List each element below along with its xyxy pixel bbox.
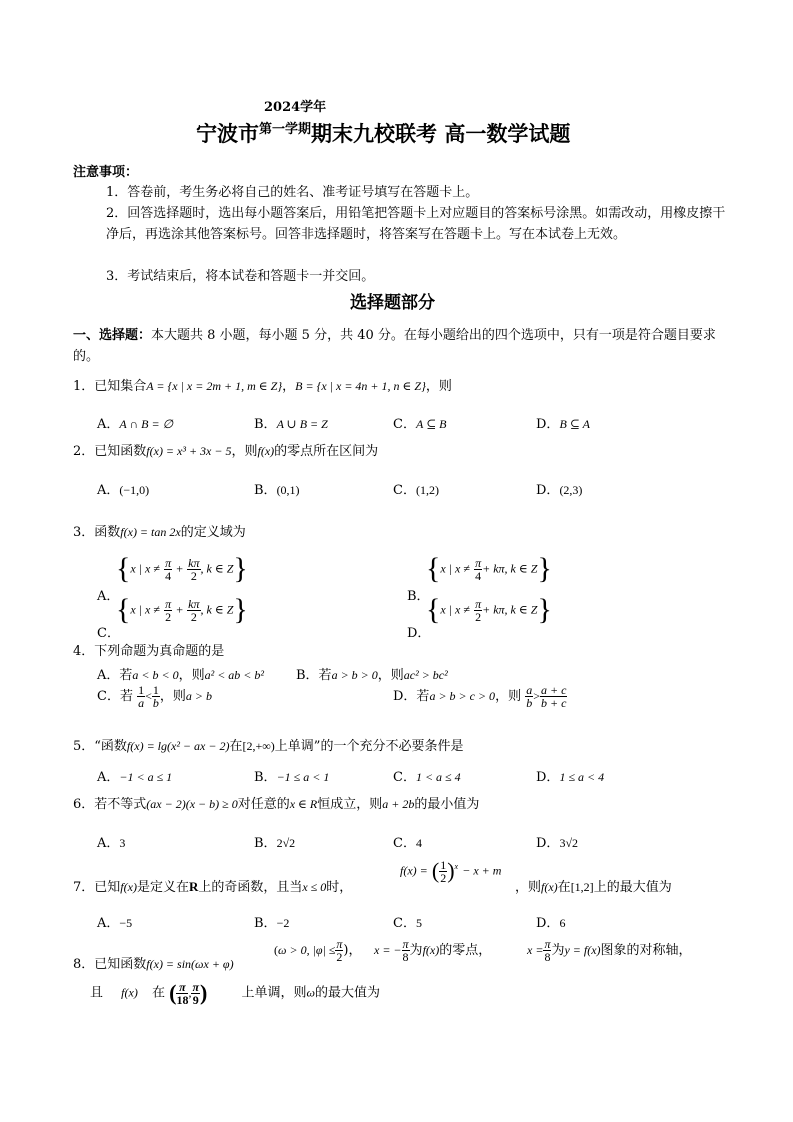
q3-a-frac-2 (187, 557, 200, 582)
q1-d-text: B ⊆ A (559, 417, 590, 431)
q5-text-c: 上单调”的一个充分不必要条件是 (274, 739, 464, 754)
q4-option-a[interactable] (97, 664, 264, 683)
q5-a-text: −1 < a ≤ 1 (119, 770, 173, 784)
q8-text: 8．已知函数 (73, 957, 147, 972)
q3-a-label: A． (97, 589, 120, 604)
q1-d-label: D． (536, 417, 560, 432)
q5-c-label: C． (393, 770, 416, 785)
q8-axis-func: y = f(x) (564, 943, 601, 957)
q6-c-text: 4 (415, 836, 422, 850)
q2-option-c[interactable] (393, 479, 439, 498)
q4-c-f2-den: b (152, 696, 159, 710)
q3-a-kz: , k ∈ Z (200, 561, 234, 576)
q1-b-text: A ∪ B = Z (276, 417, 328, 431)
q4-c-f2-num: 1 (152, 683, 159, 697)
q4-c-f1-den: a (138, 696, 145, 710)
q8-text-b: 为 (409, 943, 423, 958)
q6-text-c: 恒成立，则 (317, 797, 383, 812)
q4-option-d[interactable] (393, 684, 567, 709)
q8-x-eq: x = − (374, 943, 402, 957)
q2-d-label: D． (536, 483, 560, 498)
notice-item-2: 2．回答选择题时，选出每小题答案后，用铅笔把答题卡上对应题目的答案标号涂黑。如需改动，用橡皮擦干净后，再选涂其他答案标号。回答非选择题时，将答案写在答题卡上。写在本试卷上无效。 (106, 206, 726, 242)
q3-func: f(x) = tan 2x (120, 525, 181, 539)
q1-c-label: C． (393, 417, 416, 432)
q2-option-d[interactable] (536, 479, 582, 498)
q8-cond-close: )， (343, 943, 362, 958)
exam-title (196, 118, 570, 148)
q8-zero-num: π (402, 937, 409, 951)
q1-c-text: A ⊆ B (415, 417, 447, 431)
q7-interval: [1,2] (570, 880, 594, 894)
q7-d-label: D． (536, 916, 560, 931)
q7-option-d[interactable] (536, 912, 565, 931)
question-4-stem: 4．下列命题为真命题的是 (73, 644, 225, 659)
q8-func: f(x) = sin(ωx + φ) (146, 957, 234, 971)
q4-d-f2-den: b + c (541, 696, 567, 710)
q4-c-lt: < (145, 689, 152, 703)
q8-fx: f(x) (422, 943, 440, 957)
q8-fx2: f(x) (121, 985, 138, 1000)
q3-c-f1-den: 2 (165, 609, 172, 624)
q1-sep: ， (282, 379, 296, 394)
question-7-stem-end (515, 876, 672, 895)
q4-c-label: C．若 (97, 689, 133, 704)
q6-xr: x ∈ R (289, 797, 318, 811)
q4-option-c[interactable] (97, 684, 212, 709)
q6-option-b[interactable] (254, 832, 295, 851)
q2-c-label: C． (393, 483, 416, 498)
q5-option-d[interactable] (536, 766, 604, 785)
q4-c-mid: ，则 (159, 689, 186, 704)
q6-b-label: B． (254, 836, 277, 851)
q8-text-f: 且 (90, 985, 104, 1001)
q8-int-num1: π (176, 981, 188, 994)
q6-a-label: A． (97, 836, 120, 851)
title-city: 宁波市 (196, 121, 259, 146)
q7-fx2: f(x) (541, 880, 558, 894)
q7-option-c[interactable] (393, 912, 422, 931)
q2-b-label: B． (254, 483, 277, 498)
q2-text-b: ，则 (231, 444, 258, 459)
q2-text-c: 的零点所在区间为 (274, 444, 379, 459)
q3-d-f-num: π (475, 596, 482, 611)
q7-exp: x (454, 862, 459, 872)
q6-a-text: 3 (119, 836, 126, 850)
q8-text-d: 为 (551, 943, 565, 958)
q3-option-d[interactable]: {x | x ≠ $\frac{\pi}{2}$ + kπ, k ∈ Z} (426, 593, 552, 626)
q3-text: 3．函数 (73, 525, 121, 540)
q5-c-text: 1 < a ≤ 4 (415, 770, 461, 784)
q6-option-c[interactable] (393, 832, 422, 851)
q3-c-frac-1 (164, 598, 172, 623)
q3-a-plus: + (176, 561, 184, 576)
notice-item-1: 1．答卷前，考生务必将自己的姓名、准考证号填写在答题卡上。 (106, 185, 479, 200)
q6-b-text: 2√2 (276, 836, 296, 850)
q4-option-b[interactable] (296, 664, 448, 683)
q3-d-f-den: 2 (475, 609, 482, 624)
q4-c-res: a > b (185, 689, 212, 703)
q3-a-f2-num: kπ (188, 555, 200, 570)
q7-b-label: B． (254, 916, 277, 931)
q7-a-label: A． (97, 916, 120, 931)
q8-axis (527, 938, 692, 963)
question-3-stem (73, 521, 246, 540)
q4-c-frac-1 (137, 684, 145, 709)
q4-d-cond: a > b > c > 0 (429, 689, 496, 703)
q4-a-label: A．若 (97, 668, 133, 683)
q7-c-label: C． (393, 916, 416, 931)
q3-option-c[interactable]: {x | x ≠ $\frac{\pi}{2}$ + $\frac{k\pi}{2}$ , k ∈ Z} (116, 593, 248, 626)
q8-int-frac-2 (191, 981, 200, 1006)
q2-d-text: (2,3) (559, 483, 583, 497)
q3-a-set: x | x ≠ (130, 561, 160, 576)
q7-text-d: 时， (326, 880, 353, 895)
q3-c-frac-2 (187, 598, 200, 623)
q2-func: f(x) = x³ + 3x − 5 (146, 444, 232, 458)
q4-d-frac-2 (540, 684, 567, 709)
q3-c-f1-num: π (165, 596, 172, 611)
q4-a-cond: a < b < 0 (132, 668, 179, 682)
q7-option-a[interactable] (97, 912, 132, 931)
q5-a-label: A． (97, 770, 120, 785)
q1-text-end: ，则 (425, 379, 452, 394)
q7-function: f(x) = ( $\frac{1}{2}$ )$^x$ − x + m (400, 857, 502, 885)
q1-option-b[interactable] (254, 413, 328, 432)
q8-cond-open: ( (274, 943, 278, 957)
q4-d-f1-den: b (526, 696, 533, 710)
q7-a-text: −5 (119, 916, 133, 930)
q2-c-text: (1,2) (415, 483, 439, 497)
q8-text-h: 上单调，则 (241, 985, 307, 1001)
q3-a-f1-den: 4 (165, 568, 172, 583)
q8-axis-den: 8 (544, 950, 551, 964)
q7-b-text: −2 (276, 916, 290, 930)
q7-text: 7．已知 (73, 880, 121, 895)
q1-set-a: A = {x | x = 2m + 1, m ∈ Z} (146, 379, 283, 393)
q4-b-mid: ，则 (377, 668, 404, 683)
q3-a-f2-den: 2 (190, 568, 197, 583)
q7-d-text: 6 (559, 916, 566, 930)
q6-option-a[interactable] (97, 832, 125, 851)
q3-d-frac (474, 598, 482, 623)
q5-text: 5．“函数 (73, 739, 127, 754)
q3-option-b[interactable]: {x | x ≠ $\frac{\pi}{4}$ + kπ, k ∈ Z} (426, 552, 552, 585)
q7-text-f: 在 (557, 880, 571, 895)
q6-text-b: 对任意的 (237, 797, 290, 812)
q8-cond: ω > 0, |φ| ≤ (278, 943, 336, 957)
q7-c-text: 5 (415, 916, 422, 930)
q3-c-kz: , k ∈ Z (200, 602, 234, 617)
q6-d-label: D． (536, 836, 560, 851)
q3-b-frac (474, 557, 482, 582)
q2-option-a[interactable] (97, 479, 149, 498)
q8-x-eq2: x = (527, 943, 544, 957)
q3-b-set: x | x ≠ (440, 561, 470, 576)
q8-int-num2: π (192, 979, 199, 994)
q4-c-f1-num: 1 (138, 683, 145, 697)
q5-option-b[interactable] (254, 766, 329, 785)
q7-text-e: ，则 (515, 880, 542, 895)
q3-b-label: B． (407, 589, 430, 604)
q3-option-a[interactable]: {x | x ≠ $\frac{\pi}{4}$ + $\frac{k\pi}{2}$ , k ∈ Z} (116, 552, 248, 585)
part-one-text: 本大题共 8 小题，每小题 5 分，共 40 分。在每小题给出的四个选项中，只有一项是符合题目要求的。 (73, 328, 716, 364)
q3-c-plus: + (176, 602, 184, 617)
q3-b-kz: + kπ, k ∈ Z (482, 561, 538, 576)
q6-ineq: (ax − 2)(x − b) ≥ 0 (146, 797, 238, 811)
q8-int-frac-1 (176, 981, 188, 1006)
q8-text-i: 的最大值为 (314, 985, 380, 1001)
q6-c-label: C． (393, 836, 416, 851)
q1-a-text: A ∩ B = ∅ (119, 417, 174, 431)
q8-int-comma: , (188, 985, 192, 1000)
question-8-stem-b: 且 f(x) 在 ( $\frac{\pi}{18}$ , $\frac{\pi}{9}$ ) 上单调，则ω的最大值为 (90, 979, 380, 1007)
q7-func-rhs: − x + m (462, 863, 502, 878)
q7-cond: x ≤ 0 (302, 880, 327, 894)
q4-c-frac-2 (152, 684, 160, 709)
q1-set-b: B = {x | x = 4n + 1, n ∈ Z} (295, 379, 426, 393)
title-semester: 第一学期 (259, 122, 312, 137)
q8-text-g: 在 (151, 985, 165, 1001)
q1-b-label: B． (254, 417, 277, 432)
q7-f-num: 1 (440, 857, 447, 872)
q3-c-f2-num: kπ (188, 596, 200, 611)
q3-text-b: 的定义域为 (180, 525, 246, 540)
q4-b-cond: a > b > 0 (331, 668, 378, 682)
q3-c-set: x | x ≠ (130, 602, 160, 617)
q2-b-text: (0,1) (276, 483, 300, 497)
q7-fx: f(x) (120, 880, 137, 894)
q5-func: f(x) = lg(x² − ax − 2) (126, 739, 230, 753)
q5-text-b: 在 (229, 739, 243, 754)
q3-a-f1-num: π (165, 555, 172, 570)
q1-option-c[interactable] (393, 413, 446, 432)
q6-text-d: 的最小值为 (414, 797, 480, 812)
q4-d-mid: ，则 (495, 689, 522, 704)
q7-text-c: 上的奇函数，且当 (198, 880, 303, 895)
question-6-stem (73, 793, 479, 812)
q7-option-b[interactable] (254, 912, 289, 931)
q8-int-den1: 18 (176, 992, 189, 1007)
q8-text-e: 图象的对称轴， (600, 943, 692, 958)
q4-d-f2-num: a + c (541, 683, 567, 697)
q6-expr: a + 2b (382, 797, 415, 811)
q8-cond-den: 2 (336, 950, 343, 964)
q4-a-mid: ，则 (178, 668, 205, 683)
q8-zero (374, 938, 491, 963)
question-1-stem (73, 375, 452, 394)
notice-item-3: 3．考试结束后，将本试卷和答题卡一并交回。 (106, 269, 375, 284)
q2-fx: f(x) (257, 444, 275, 458)
q6-d-text: 3√2 (559, 836, 579, 850)
q7-text-g: 上的最大值为 (593, 880, 672, 895)
q7-f-den: 2 (440, 870, 447, 885)
q5-b-text: −1 ≤ a < 1 (276, 770, 330, 784)
notice-heading: 注意事项： (73, 165, 139, 180)
question-2-stem (73, 440, 378, 459)
section-title: 选择题部分 (350, 293, 435, 313)
q3-a-frac-1 (164, 557, 172, 582)
q3-d-kz: + kπ, k ∈ Z (482, 602, 538, 617)
part-one-label: 一、选择题： (73, 328, 152, 343)
question-8-stem-a (73, 953, 234, 972)
question-5-stem (73, 735, 463, 754)
q8-omega: ω (306, 985, 315, 1000)
q5-b-label: B． (254, 770, 277, 785)
q8-condition (274, 938, 362, 963)
q3-b-f-den: 4 (475, 568, 482, 583)
q4-b-label: B．若 (296, 668, 332, 683)
q8-axis-num: π (544, 937, 551, 951)
part-one-instructions (73, 325, 723, 367)
title-main: 期末九校联考 高一数学试题 (311, 121, 571, 146)
q2-a-label: A． (97, 483, 120, 498)
q6-option-d[interactable] (536, 832, 578, 851)
q8-cond-num: π (336, 937, 343, 951)
exam-year: 2024学年 (264, 100, 327, 115)
q1-option-d[interactable] (536, 413, 590, 432)
q2-text: 2．已知函数 (73, 444, 147, 459)
q1-option-a[interactable] (97, 413, 173, 432)
q8-text-c: 的零点， (439, 943, 492, 958)
q5-option-c[interactable] (393, 766, 461, 785)
q1-text: 1．已知集合 (73, 379, 147, 394)
q4-a-res: a² < ab < b² (204, 668, 264, 682)
q8-zero-den: 8 (402, 950, 409, 964)
q1-a-label: A． (97, 417, 120, 432)
q4-d-label: D．若 (393, 689, 430, 704)
q4-d-gt: > (533, 689, 540, 703)
q5-d-label: D． (536, 770, 560, 785)
q7-r: R (188, 879, 199, 894)
q3-d-label: D． (407, 626, 431, 641)
q2-option-b[interactable] (254, 479, 300, 498)
q5-d-text: 1 ≤ a < 4 (559, 770, 605, 784)
question-7-stem (73, 876, 352, 895)
q7-func-lhs: f(x) = (400, 863, 428, 878)
q4-d-f1-num: a (526, 683, 533, 697)
q4-b-res: ac² > bc² (403, 668, 448, 682)
q3-c-label: C． (97, 626, 120, 641)
q7-text-b: 是定义在 (136, 880, 189, 895)
q2-a-text: (−1,0) (119, 483, 150, 497)
q8-zero-frac (402, 938, 410, 963)
q6-text: 6．若不等式 (73, 797, 147, 812)
q5-interval: [2,+∞) (242, 739, 275, 753)
q5-option-a[interactable] (97, 766, 172, 785)
q3-d-set: x | x ≠ (440, 602, 470, 617)
q3-b-f-num: π (475, 555, 482, 570)
q8-int-den2: 9 (192, 992, 199, 1007)
q3-c-f2-den: 2 (190, 609, 197, 624)
